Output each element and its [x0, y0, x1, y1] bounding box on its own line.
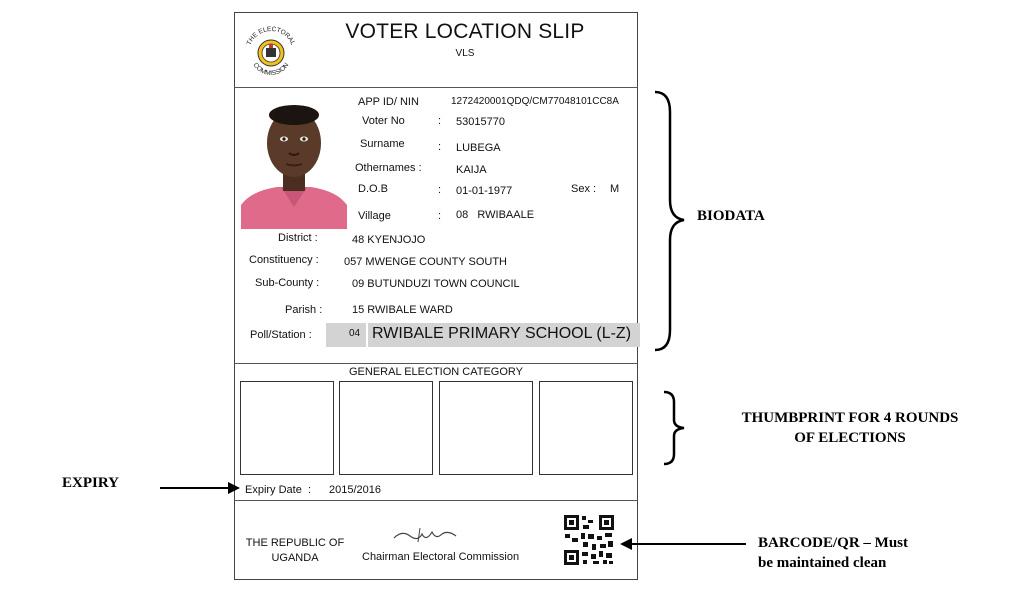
voter-photo	[241, 93, 347, 229]
barcode-annotation-line-2: be maintained clean	[758, 555, 887, 571]
thumbprint-box-3	[439, 381, 533, 475]
surname-label: Surname	[360, 138, 405, 150]
dob-value: 01-01-1977	[456, 185, 513, 197]
poll-station-code: 04	[349, 328, 361, 339]
voter-no-colon: :	[438, 115, 442, 127]
dob-colon: :	[438, 184, 442, 196]
sex-label: Sex :	[571, 183, 597, 195]
district-value: 48 KYENJOJO	[352, 234, 426, 246]
footer-divider	[234, 500, 638, 501]
voter-no-label: Voter No	[362, 115, 405, 127]
electoral-commission-logo	[240, 22, 302, 84]
surname-value: LUBEGA	[456, 142, 501, 154]
thumbprint-annotation	[700, 408, 1000, 448]
app-id-value: 1272420001QDQ/CM77048101CC8A	[451, 96, 619, 107]
biodata-annotation: BIODATA	[697, 208, 765, 224]
expiry-arrow	[160, 480, 242, 496]
constituency-value: 057 MWENGE COUNTY SOUTH	[344, 256, 507, 268]
biodata-divider	[234, 363, 638, 364]
thumbprint-annotation-line-2: OF ELECTIONS	[794, 430, 906, 446]
barcode-arrow	[620, 536, 750, 552]
village-value: 08 RWIBAALE	[456, 209, 535, 221]
election-category-title: GENERAL ELECTION CATEGORY	[348, 366, 523, 378]
sex-value: M	[610, 183, 620, 195]
slip-title: VOTER LOCATION SLIP	[345, 20, 585, 43]
logo-bottom-text: COMMISSION	[251, 61, 291, 78]
voter-no-value: 53015770	[456, 116, 505, 128]
poll-station-name: RWIBALE PRIMARY SCHOOL (L-Z)	[372, 325, 632, 342]
chairman-signature	[392, 524, 462, 548]
header-divider	[234, 87, 638, 88]
republic-line-2: UGANDA	[271, 552, 319, 564]
thumbprint-box-1	[240, 381, 334, 475]
thumbprint-box-2	[339, 381, 433, 475]
constituency-label: Constituency :	[249, 254, 319, 266]
thumbprint-annotation-line-1: THUMBPRINT FOR 4 ROUNDS	[741, 410, 959, 426]
slip-subtitle: VLS	[455, 48, 475, 59]
parish-label: Parish :	[285, 304, 323, 316]
sub-county-label: Sub-County :	[255, 277, 320, 289]
barcode-annotation-line-1: BARCODE/QR – Must	[758, 535, 909, 551]
biodata-brace	[650, 90, 690, 355]
parish-value: 15 RWIBALE WARD	[352, 304, 453, 316]
district-label: District :	[278, 232, 318, 244]
expiry-label: Expiry Date :	[245, 484, 312, 496]
thumbprint-brace	[660, 390, 690, 466]
othernames-value: KAIJA	[456, 164, 487, 176]
barcode-annotation	[758, 533, 908, 573]
qr-code	[563, 514, 615, 566]
village-label: Village	[358, 210, 391, 222]
othernames-label: Othernames :	[355, 162, 422, 174]
app-id-label: APP ID/ NIN	[358, 96, 419, 108]
dob-label: D.O.B	[358, 183, 388, 195]
surname-colon: :	[438, 141, 442, 153]
expiry-annotation: EXPIRY	[62, 475, 119, 491]
logo-top-text: THE ELECTORAL	[245, 25, 297, 47]
republic-of-uganda	[236, 536, 354, 566]
sub-county-value: 09 BUTUNDUZI TOWN COUNCIL	[352, 278, 520, 290]
village-colon: :	[438, 210, 442, 222]
thumbprint-box-4	[539, 381, 633, 475]
poll-station-label: Poll/Station :	[250, 329, 312, 341]
expiry-value: 2015/2016	[329, 484, 381, 496]
republic-line-1: THE REPUBLIC OF	[245, 537, 345, 549]
chairman-title: Chairman Electoral Commission	[362, 551, 520, 563]
